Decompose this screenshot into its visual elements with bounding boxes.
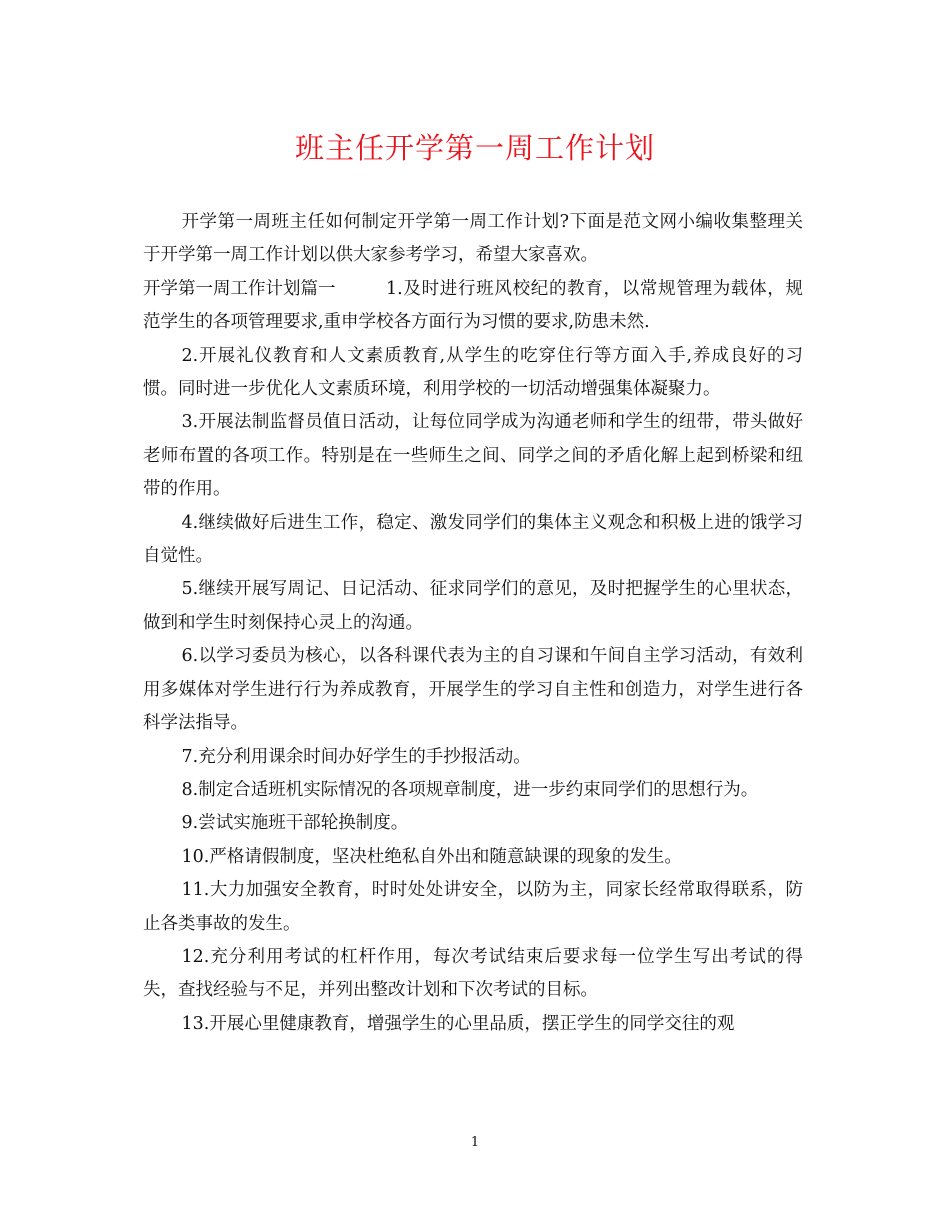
list-item-1: 1.及时进行班风校纪的教育，以常规管理为载体，规范学生的各项管理要求,重申学校各方面行为习惯的要求,防患未然.	[143, 278, 803, 333]
list-item-7: 7.充分利用课余时间办好学生的手抄报活动。	[181, 746, 531, 767]
list-item-4: 4.继续做好后进生工作，稳定、激发同学们的集体主义观念和积极上进的饿学习自觉性。	[143, 512, 803, 567]
list-item-5: 5.继续开展写周记、日记活动、征求同学们的意见，及时把握学生的心里状态，做到和学生时刻保持心灵上的沟通。	[143, 579, 803, 633]
list-item-2: 2.开展礼仪教育和人文素质教育,从学生的吃穿住行等方面入手,养成良好的习惯。同时进一步优化人文素质环境，利用学校的一切活动增强集体凝聚力。	[143, 345, 803, 400]
intro-paragraph: 开学第一周班主任如何制定开学第一周工作计划?下面是范文网小编收集整理关于开学第一周工作计划以供大家参考学习，希望大家喜欢。	[143, 212, 803, 266]
list-item-9: 9.尝试实施班干部轮换制度。	[181, 813, 409, 834]
page-number: 1	[470, 1135, 480, 1150]
list-item-3: 3.开展法制监督员值日活动，让每位同学成为沟通老师和学生的纽带，带头做好老师布置的各项工作。特别是在一些师生之间、同学之间的矛盾化解上起到桥梁和纽带的作用。	[143, 412, 803, 500]
list-item-10: 10.严格请假制度，坚决杜绝私自外出和随意缺课的现象的发生。	[181, 846, 682, 867]
list-item-12: 12.充分利用考试的杠杆作用，每次考试结束后要求每一位学生写出考试的得失，查找经验与不足，并列出整改计划和下次考试的目标。	[143, 946, 803, 1001]
document-body	[143, 206, 803, 1041]
section-heading: 开学第一周工作计划篇一	[143, 278, 336, 299]
list-item-13: 13.开展心里健康教育，增强学生的心里品质，摆正学生的同学交往的观	[181, 1013, 735, 1034]
section-first-paragraph	[143, 273, 803, 340]
list-item-6: 6.以学习委员为核心，以各科课代表为主的自习课和午间自主学习活动，有效利用多媒体对学生进行行为养成教育，开展学生的学习自主性和创造力，对学生进行各科学法指导。	[143, 646, 803, 734]
list-item-11: 11.大力加强安全教育，时时处处讲安全，以防为主，同家长经常取得联系，防止各类事故的发生。	[143, 880, 803, 934]
document-title: 班主任开学第一周工作计划	[294, 131, 655, 165]
list-item-8: 8.制定合适班机实际情况的各项规章制度，进一步约束同学们的思想行为。	[181, 779, 759, 800]
